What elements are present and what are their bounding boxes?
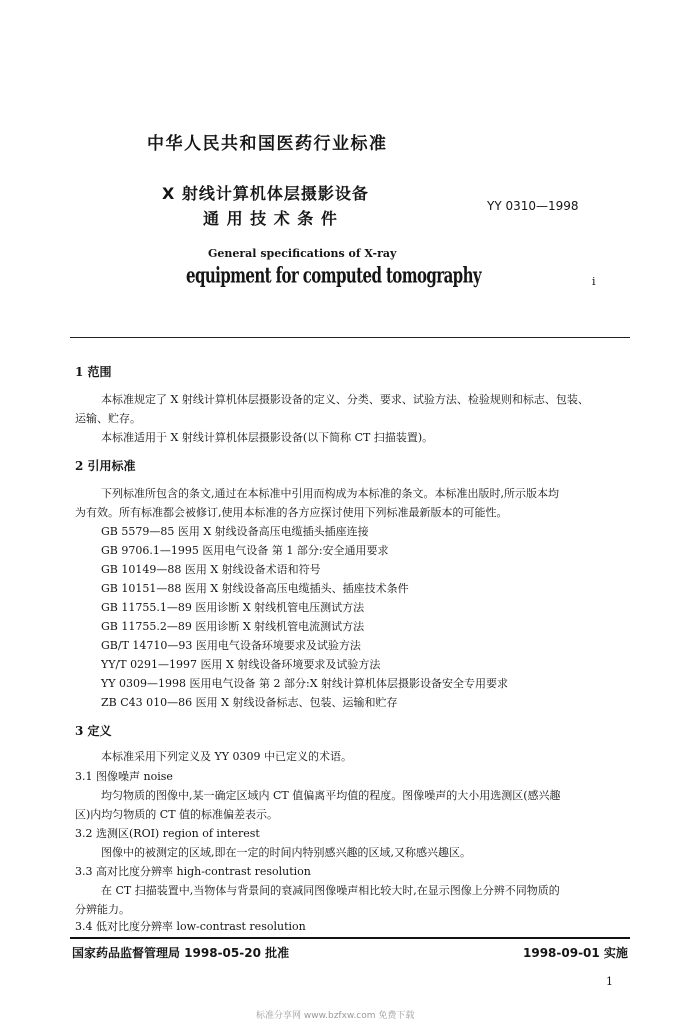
reference-item: ZB C43 010—86 医用 X 射线设备标志、包装、运输和贮存 bbox=[101, 696, 398, 709]
definition-3-2-title: 3.2 选测区(ROI) region of interest bbox=[75, 827, 260, 840]
definition-3-2-text: 图像中的被测定的区域,即在一定的时间内特别感兴趣的区域,又称感兴趣区。 bbox=[101, 846, 471, 859]
title-line-1: X 射线计算机体层摄影设备 bbox=[162, 184, 369, 203]
page-number: 1 bbox=[606, 975, 613, 988]
header-divider bbox=[70, 337, 630, 338]
title-line-2: 通 用 技 术 条 件 bbox=[203, 209, 338, 228]
side-mark: i bbox=[592, 275, 596, 288]
reference-item: GB/T 14710—93 医用电气设备环境要求及试验方法 bbox=[101, 639, 361, 652]
watermark: 标准分享网 www.bzfxw.com 免费下载 bbox=[256, 1011, 415, 1021]
definition-3-1-title: 3.1 图像噪声 noise bbox=[75, 770, 173, 783]
definition-3-3-text-b: 分辨能力。 bbox=[75, 903, 130, 916]
definition-3-1-text-a: 均匀物质的图像中,某一确定区域内 CT 值偏离平均值的程度。图像噪声的大小用选测区(感兴趣 bbox=[101, 789, 561, 802]
section-1-paragraph-1a: 本标准规定了 X 射线计算机体层摄影设备的定义、分类、要求、试验方法、检验规则和标志、包装、 bbox=[101, 393, 589, 406]
english-title-line-1: General specifications of X-ray bbox=[208, 247, 397, 260]
definition-3-4-title: 3.4 低对比度分辨率 low-contrast resolution bbox=[75, 920, 306, 933]
standard-code: YY 0310—1998 bbox=[487, 199, 579, 213]
reference-item: GB 10151—88 医用 X 射线设备高压电缆插头、插座技术条件 bbox=[101, 582, 409, 595]
english-title-line-2: equipment for computed tomography bbox=[186, 262, 481, 289]
section-3-heading: 3 定义 bbox=[75, 724, 112, 738]
reference-item: YY/T 0291—1997 医用 X 射线设备环境要求及试验方法 bbox=[101, 658, 381, 671]
footer-divider bbox=[70, 937, 630, 939]
reference-item: YY 0309—1998 医用电气设备 第 2 部分:X 射线计算机体层摄影设备安全专用要求 bbox=[101, 677, 509, 690]
approval-line: 国家药品监督管理局 1998-05-20 批准 bbox=[72, 946, 290, 960]
reference-item: GB 9706.1—1995 医用电气设备 第 1 部分:安全通用要求 bbox=[101, 544, 389, 557]
definition-3-1-text-b: 区)内均匀物质的 CT 值的标准偏差表示。 bbox=[75, 808, 279, 821]
section-1-paragraph-2: 本标准适用于 X 射线计算机体层摄影设备(以下简称 CT 扫描装置)。 bbox=[101, 431, 434, 444]
section-2-heading: 2 引用标准 bbox=[75, 459, 136, 473]
section-2-paragraph-1b: 为有效。所有标准都会被修订,使用本标准的各方应探讨使用下列标准最新版本的可能性。 bbox=[75, 506, 508, 519]
reference-item: GB 5579—85 医用 X 射线设备高压电缆插头插座连接 bbox=[101, 525, 369, 538]
implementation-date: 1998-09-01 实施 bbox=[523, 946, 628, 960]
definition-3-3-text-a: 在 CT 扫描装置中,当物体与背景间的衰减同图像噪声相比较大时,在显示图像上分辨不同物质的 bbox=[101, 884, 560, 897]
section-3-intro: 本标准采用下列定义及 YY 0309 中已定义的术语。 bbox=[101, 750, 353, 763]
reference-item: GB 10149—88 医用 X 射线设备术语和符号 bbox=[101, 563, 321, 576]
definition-3-3-title: 3.3 高对比度分辨率 high-contrast resolution bbox=[75, 865, 311, 878]
issuing-organization: 中华人民共和国医药行业标准 bbox=[147, 134, 388, 154]
section-1-paragraph-1b: 运输、贮存。 bbox=[75, 412, 141, 425]
section-2-paragraph-1a: 下列标准所包含的条文,通过在本标准中引用而构成为本标准的条文。本标准出版时,所示版本均 bbox=[101, 487, 559, 500]
reference-item: GB 11755.2—89 医用诊断 X 射线机管电流测试方法 bbox=[101, 620, 365, 633]
reference-item: GB 11755.1—89 医用诊断 X 射线机管电压测试方法 bbox=[101, 601, 365, 614]
section-1-heading: 1 范围 bbox=[75, 365, 112, 379]
